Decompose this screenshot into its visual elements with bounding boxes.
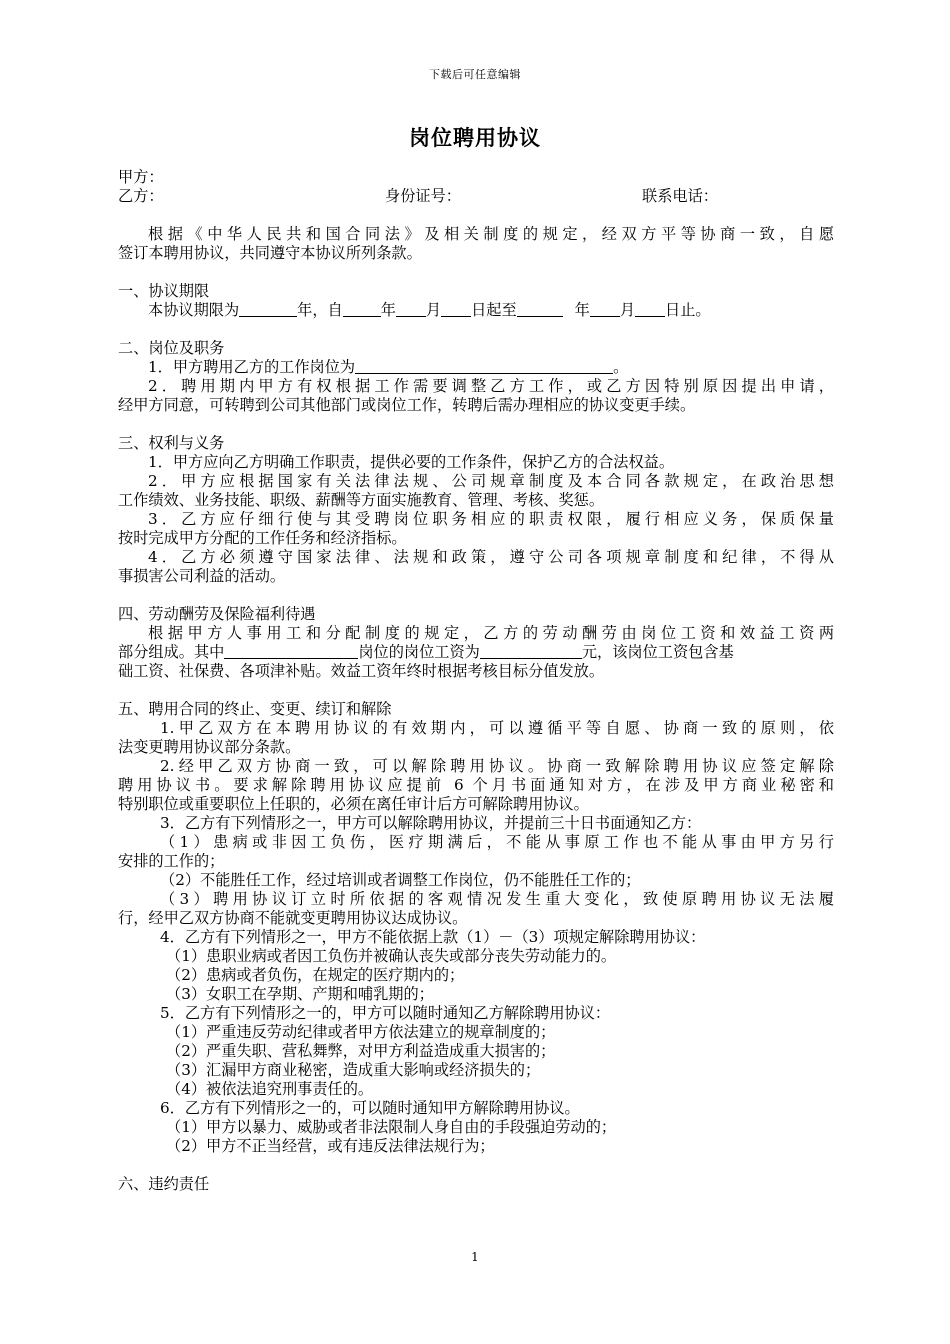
clause-line: 3．乙方应仔细行使与其受聘岗位职务相应的职责权限，履行相应义务，保质保量 [148,510,834,528]
clause-line: 2.经甲乙双方协商一致，可以解除聘用协议。协商一致解除聘用协议应签定解除 [160,757,834,775]
phone-label: 联系电话： [642,187,718,205]
term-text: 日起至 [471,301,517,319]
blank-field [343,301,381,317]
document-title: 岗位聘用协议 [409,125,541,150]
clause-line: 础工资、社保费、各项津补贴。效益工资年终时根据考核目标分值发放。 [118,662,604,680]
clause-line: 特别职位或重要职位上任职的，必须在离任审计后方可解除聘用协议。 [118,795,589,813]
blank-field [396,301,426,317]
term-text: 年，自 [297,301,343,319]
clause-line: （2）甲方不正当经营，或有违反法律法规行为； [166,1137,495,1155]
clause-line: 事损害公司利益的活动。 [118,567,286,585]
id-number-label: 身份证号： [385,187,461,205]
clause-line: （1）患病或非因工负伤，医疗期满后，不能从事原工作也不能从事由甲方另行 [160,833,834,851]
clause-line: （1）患职业病或者因工负伤并被确认丧失或部分丧失劳动能力的。 [166,947,617,965]
clause-line: （2）患病或者负伤，在规定的医疗期内的； [166,966,465,984]
document-body [118,168,834,1194]
clause-line: （2）不能胜任工作，经过培训或者调整工作岗位，仍不能胜任工作的； [160,871,641,889]
clause-text: 。 [613,358,629,376]
clause-line: 1．甲方应向乙方明确工作职责，提供必要的工作条件，保护乙方的合法权益。 [148,453,675,471]
clause-line: 根据甲方人事用工和分配制度的规定，乙方的劳动酬劳由岗位工资和效益工资两 [148,624,834,642]
term-line [118,301,834,320]
clause-line: 4．乙方必须遵守国家法律、法规和政策，遵守公司各项规章制度和纪律，不得从 [148,548,834,566]
section-heading: 一、协议期限 [118,282,210,300]
clause-line: （2）严重失职、营私舞弊，对甲方利益造成重大损害的； [166,1042,556,1060]
blank-field [224,643,358,659]
clause-line: 4．乙方有下列情形之一，甲方不能依据上款（1）－（3）项规定解除聘用协议： [160,928,706,946]
clause-line: 经甲方同意，可转聘到公司其他部门或岗位工作，转聘后需办理相应的协议变更手续。 [118,396,696,414]
clause-line: （1）严重违反劳动纪律或者甲方依法建立的规章制度的； [166,1023,556,1041]
party-b-label: 乙方： [118,187,164,205]
term-text: 年 [380,301,396,319]
clause-line: 5．乙方有下列情形之一的，甲方可以随时通知乙方解除聘用协议： [160,1004,611,1022]
term-text: 年 [574,301,590,319]
clause-line: 工作绩效、业务技能、职级、薪酬等方面实施教育、管理、考核、奖惩。 [118,491,604,509]
page-number: 1 [471,1250,479,1264]
clause-line: 2．甲方应根据国家有关法律法规、公司规章制度及本合同各款规定，在政治思想 [148,472,834,490]
blank-field [480,643,582,659]
clause-line: 按时完成甲方分配的工作任务和经济指标。 [118,529,407,547]
section-heading: 五、聘用合同的终止、变更、续订和解除 [118,700,392,718]
term-text: 日止。 [665,301,711,319]
page-header: 下载后可任意编辑 [429,68,521,81]
section-heading: 六、违约责任 [118,1175,210,1193]
clause-line: 3．乙方有下列情形之一，甲方可以解除聘用协议，并提前三十日书面通知乙方： [160,814,702,832]
intro-paragraph-line: 根据《中华人民共和国合同法》及相关制度的规定，经双方平等协商一致，自愿 [148,225,834,243]
term-text: 本协议期限为 [148,301,240,319]
blank-field [239,301,297,317]
clause-line: 1.甲乙双方在本聘用协议的有效期内，可以遵循平等自愿、协商一致的原则，依 [160,719,834,737]
clause-line: （1）甲方以暴力、威胁或者非法限制人身自由的手段强迫劳动的； [166,1118,617,1136]
clause-line: 行，经甲乙双方协商不能就变更聘用协议达成协议。 [118,909,468,927]
term-text: 月 [425,301,442,319]
clause-text: 1．甲方聘用乙方的工作岗位为 [148,358,356,376]
blank-field [590,301,620,317]
party-a-line: 甲方： [118,168,164,186]
clause-line: 安排的工作的； [118,852,225,870]
clause-line: 6．乙方有下列情形之一的，可以随时通知甲方解除聘用协议。 [160,1099,580,1117]
clause-line [118,643,834,662]
blank-field [635,301,665,317]
blank-field [517,301,563,317]
blank-field [441,301,471,317]
clause-line: 2．聘用期内甲方有权根据工作需要调整乙方工作，或乙方因特别原因提出申请， [148,377,834,395]
party-b-row [118,187,834,206]
intro-paragraph-line: 签订本聘用协议，共同遵守本协议所列条款。 [118,244,422,262]
clause-line: （3）聘用协议订立时所依据的客观情况发生重大变化，致使原聘用协议无法履 [160,890,834,908]
clause-line: 聘用协议书。要求解除聘用协议应提前 6 个月书面通知对方，在涉及甲方商业秘密和 [118,776,834,794]
section-heading: 二、岗位及职务 [118,339,225,357]
section-heading: 三、权利与义务 [118,434,225,452]
clause-line: （3）女职工在孕期、产期和哺乳期的； [166,985,434,1003]
clause-line: 法变更聘用协议部分条款。 [118,738,301,756]
section-heading: 四、劳动酬劳及保险福利待遇 [118,605,316,623]
clause-text: 元，该岗位工资包含基 [581,643,734,661]
clause-line [118,358,834,377]
clause-text: 岗位的岗位工资为 [358,643,480,661]
term-text: 月 [619,301,635,319]
clause-line: （4）被依法追究刑事责任的。 [166,1080,374,1098]
blank-field [355,358,613,374]
clause-text: 部分组成。其中 [118,643,225,661]
clause-line: （3）汇漏甲方商业秘密，造成重大影响或经济损失的； [166,1061,541,1079]
